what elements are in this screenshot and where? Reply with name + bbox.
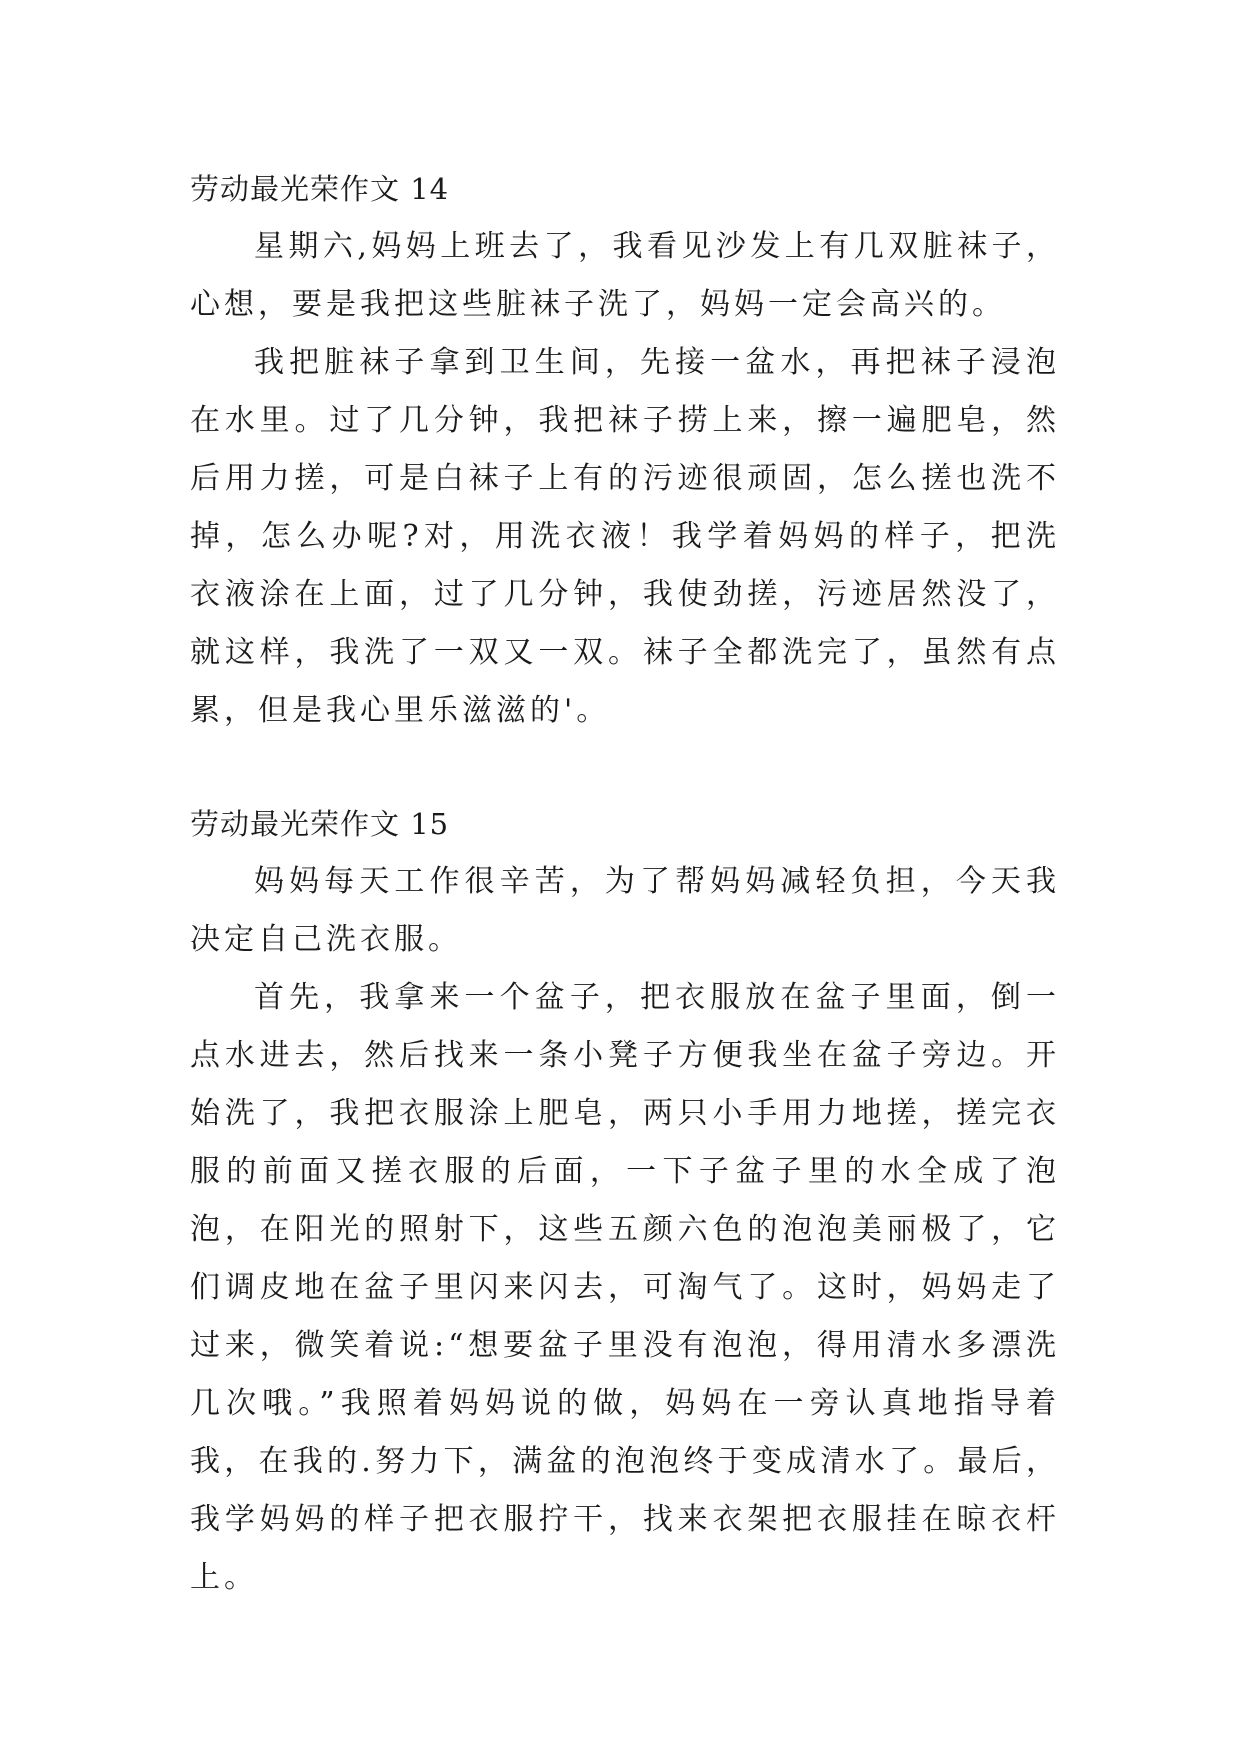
essay-title: 劳动最光荣作文 14 bbox=[190, 172, 450, 206]
essay-15 bbox=[190, 795, 1060, 1607]
essay-paragraph: 首先，我拿来一个盆子，把衣服放在盆子里面，倒一点水进去，然后找来一条小凳子方便我坐在盆子旁边。开始洗了，我把衣服涂上肥皂，两只小手用力地搓，搓完衣服的前面又搓衣服的后面，一下子盆子里的水全成了泡泡，在阳光的照射下，这些五颜六色的泡泡美丽极了，它们调皮地在盆子里闪来闪去，可淘气了。这时，妈妈走了过来，微笑着说:“想要盆子里没有泡泡，得用清水多漂洗几次哦。”我照着妈妈说的做，妈妈在一旁认真地指导着我，在我的.努力下，满盆的泡泡终于变成清水了。最后，我学妈妈的样子把衣服拧干，找来衣架把衣服挂在晾衣杆上。 bbox=[190, 980, 1060, 1595]
essay-14 bbox=[190, 160, 1060, 740]
essay-paragraph: 我把脏袜子拿到卫生间，先接一盆水，再把袜子浸泡在水里。过了几分钟，我把袜子捞上来，擦一遍肥皂，然后用力搓，可是白袜子上有的污迹很顽固，怎么搓也洗不掉，怎么办呢?对，用洗衣液！我学着妈妈的样子，把洗衣液涂在上面，过了几分钟，我使劲搓，污迹居然没了，就这样，我洗了一双又一双。袜子全都洗完了，虽然有点累，但是我心里乐滋滋的'。 bbox=[190, 345, 1060, 728]
essay-title: 劳动最光荣作文 15 bbox=[190, 807, 450, 841]
essay-paragraph: 妈妈每天工作很辛苦，为了帮妈妈减轻负担，今天我决定自己洗衣服。 bbox=[190, 864, 1060, 957]
essay-paragraph: 星期六,妈妈上班去了，我看见沙发上有几双脏袜子，心想，要是我把这些脏袜子洗了，妈妈一定会高兴的。 bbox=[190, 229, 1060, 322]
